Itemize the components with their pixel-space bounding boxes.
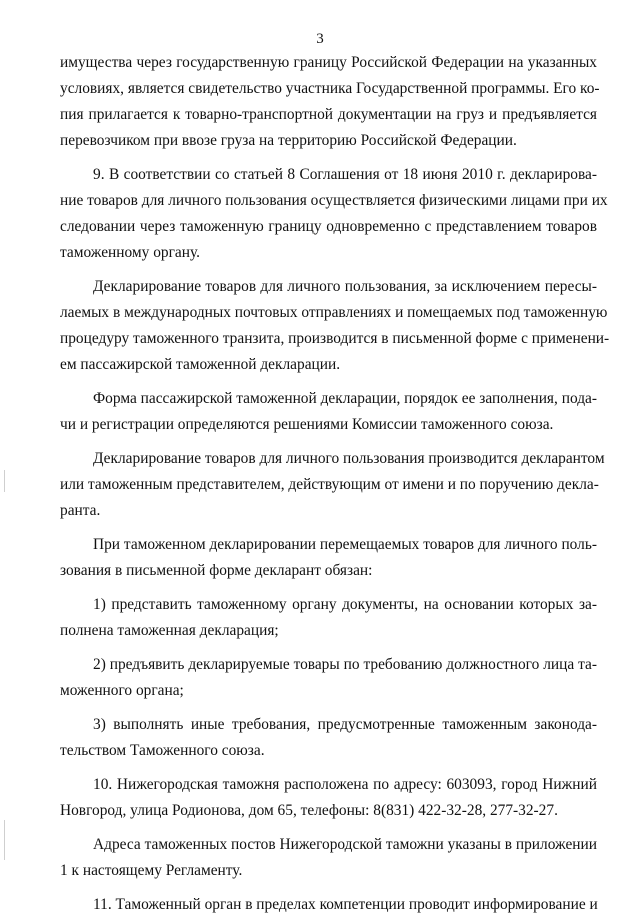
paragraph — [60, 162, 608, 266]
paragraph — [60, 832, 597, 884]
text-line: ем пассажирской таможенной декларации. — [60, 356, 341, 373]
document-body — [60, 50, 610, 918]
text-line: 2) предъявить декларируемые товары по требованию должностного лица та- — [93, 656, 597, 673]
list-item — [60, 712, 597, 764]
text-line: Декларирование товаров для личного пользования производится декларантом — [93, 450, 605, 467]
text-line: следовании через таможенную границу одновременно с представлением товаров — [60, 218, 597, 235]
text-line: 11. Таможенный орган в пределах компетенции проводит информирование и — [93, 896, 598, 913]
text-line: перевозчиком при ввозе груза на территорию Российской Федерации. — [60, 132, 517, 149]
text-line: моженного органа; — [60, 682, 184, 699]
text-line: имущества через государственную границу Российской Федерации на указанных — [60, 54, 597, 71]
text-line: зования в письменной форме декларант обязан: — [60, 562, 373, 579]
list-item — [60, 592, 597, 644]
text-line: процедуру таможенного транзита, производится в письменной форме с применени- — [60, 330, 610, 347]
text-line: 1) представить таможенному органу документы, на основании которых за- — [93, 596, 597, 613]
paragraph — [60, 274, 610, 378]
text-line: При таможенном декларировании перемещаемых товаров для личного поль- — [93, 536, 597, 553]
text-line: 1 к настоящему Регламенту. — [60, 862, 243, 879]
text-line: 3) выполнять иные требования, предусмотренные таможенным законода- — [93, 716, 597, 733]
text-line: таможенному органу. — [60, 244, 200, 261]
page-number: 3 — [316, 31, 324, 47]
text-line: тельством Таможенного союза. — [60, 742, 265, 759]
text-line: Декларирование товаров для личного пользования, за исключением пересы- — [93, 278, 597, 295]
list-item — [60, 652, 597, 704]
paragraph — [60, 446, 605, 524]
text-line: Форма пассажирской таможенной декларации, порядок ее заполнения, пода- — [93, 390, 597, 407]
text-line: условиях, является свидетельство участника Государственной программы. Его ко- — [60, 80, 600, 97]
text-line: или таможенным представителем, действующим от имени и по поручению декла- — [60, 476, 599, 493]
paragraph — [60, 386, 597, 438]
text-line: Адреса таможенных постов Нижегородской таможни указаны в приложении — [93, 836, 597, 853]
text-line: полнена таможенная декларация; — [60, 622, 279, 639]
text-line: 9. В соответствии со статьей 8 Соглашения от 18 июня 2010 г. декларирова- — [93, 166, 597, 183]
scan-edge-mark — [4, 820, 5, 860]
scan-edge-mark — [4, 470, 5, 492]
text-line: ние товаров для личного пользования осуществляется физическими лицами при их — [60, 192, 608, 209]
text-line: пия прилагается к товарно-транспортной документации на груз и предъявляется — [60, 106, 597, 123]
text-line: Новгород, улица Родионова, дом 65, телефоны: 8(831) 422-32-28, 277-32-27. — [60, 802, 558, 819]
text-line: ранта. — [60, 502, 101, 519]
paragraph — [60, 892, 597, 918]
text-line: чи и регистрации определяются решениями Комиссии таможенного союза. — [60, 416, 554, 433]
paragraph — [60, 532, 597, 584]
paragraph — [60, 772, 597, 824]
paragraph — [60, 50, 600, 154]
text-line: 10. Нижегородская таможня расположена по адресу: 603093, город Нижний — [93, 776, 597, 793]
text-line: лаемых в международных почтовых отправлениях и помещаемых под таможенную — [60, 304, 608, 321]
